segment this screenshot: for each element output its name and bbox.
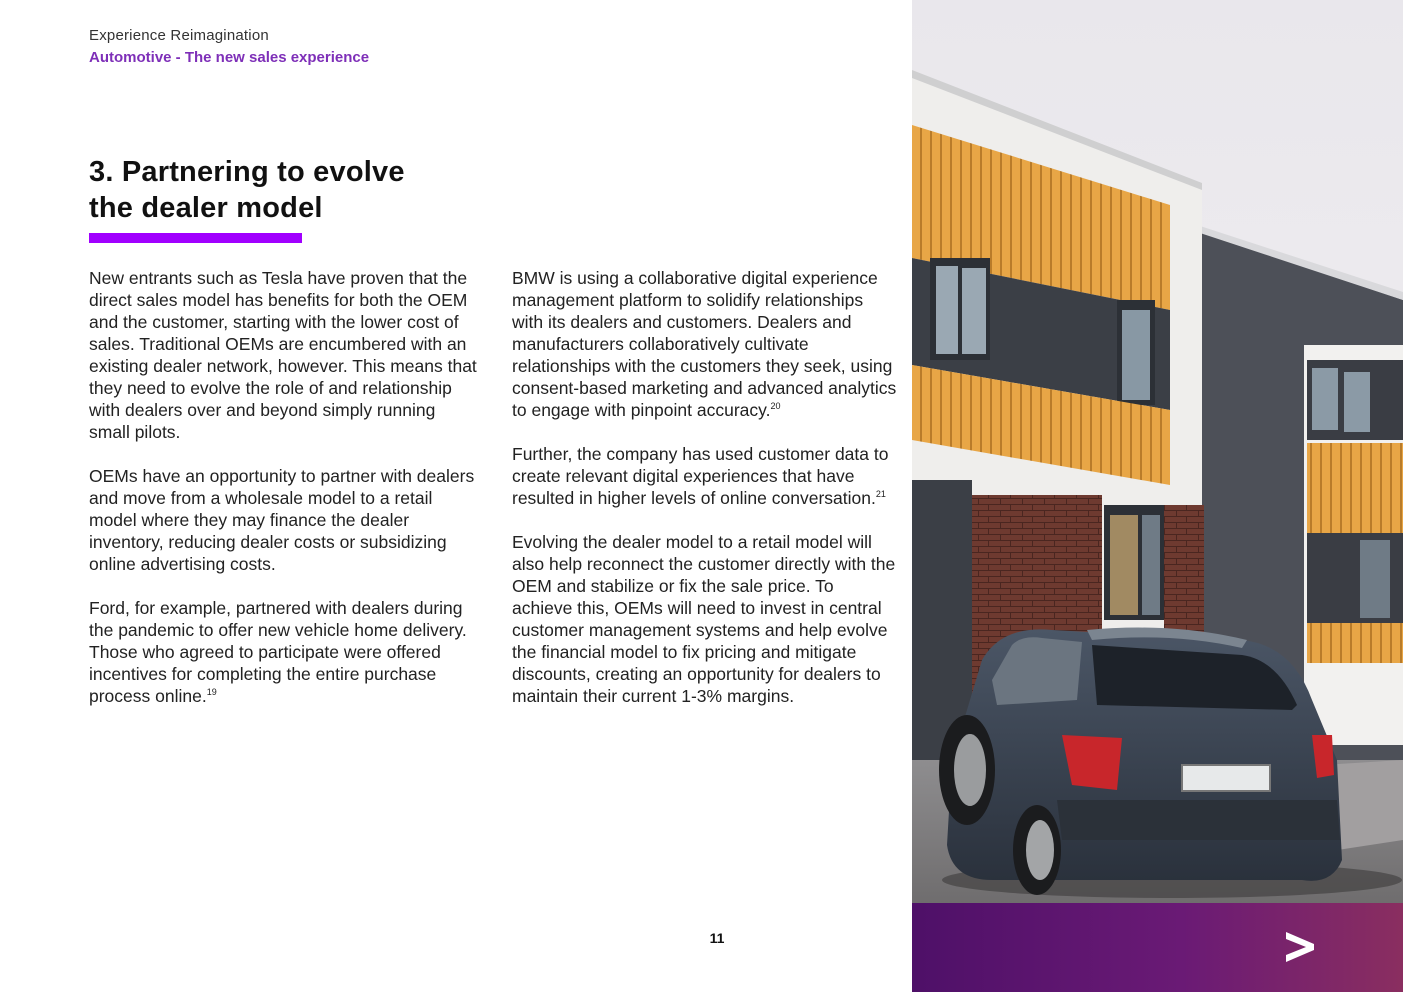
paragraph: OEMs have an opportunity to partner with dealers and move from a wholesale model to a retail model where they may finance the dealer inventory, reducing dealer costs or subsidizing online advertising costs. xyxy=(89,466,475,574)
paragraph: New entrants such as Tesla have proven that the direct sales model has benefits for both the OEM and the customer, starting with the lower cost of sales. Traditional OEMs are encumbered with an existing dealer network, however. This means that they need to evolve the role of and relationship with dealers over and beyond simply running small pilots. xyxy=(89,268,477,442)
section-title-line-1: 3. Partnering to evolve xyxy=(89,156,405,188)
paragraph: Ford, for example, partnered with dealers during the pandemic to offer new vehicle home delivery. Those who agreed to participate were offered incentives for completing the entire purchase process online.$^{19}$ xyxy=(89,598,467,706)
section-title-line-2: the dealer model xyxy=(89,192,323,224)
paragraph: Further, the company has used customer data to create relevant digital experiences that have resulted in higher levels of online conversation.$^{21}$ xyxy=(512,444,889,508)
footnote-ref: 21 xyxy=(875,489,886,499)
title-accent-bar xyxy=(89,233,302,243)
document-eyebrow: Experience Reimagination xyxy=(89,27,269,44)
left-text-column xyxy=(89,267,479,729)
section-title xyxy=(89,154,489,226)
paragraph: BMW is using a collaborative digital experience management platform to solidify relationships with its dealers and customers. Dealers and manufacturers collaboratively cultivate relationships with the customers they seek, using consent-based marketing and advanced analytics to engage with pinpoint accuracy.$^{20}$ xyxy=(512,268,897,420)
footer-color-band xyxy=(912,903,1403,992)
footnote-ref: 19 xyxy=(206,687,217,697)
building-car-photo xyxy=(912,0,1403,903)
footnote-ref: 20 xyxy=(770,401,781,411)
right-text-column xyxy=(512,267,897,729)
document-subtitle: Automotive - The new sales experience xyxy=(89,49,370,66)
greater-than-arrow-icon xyxy=(1282,928,1318,964)
page-number: 11 xyxy=(709,930,725,946)
paragraph: Evolving the dealer model to a retail model will also help reconnect the customer directly with the OEM and stabilize or fix the sale price. To achieve this, OEMs will need to invest in central customer management systems and help evolve the financial model to fix pricing and mitigate discounts, creating an opportunity for dealers to maintain their current 1-3% margins. xyxy=(512,532,896,706)
